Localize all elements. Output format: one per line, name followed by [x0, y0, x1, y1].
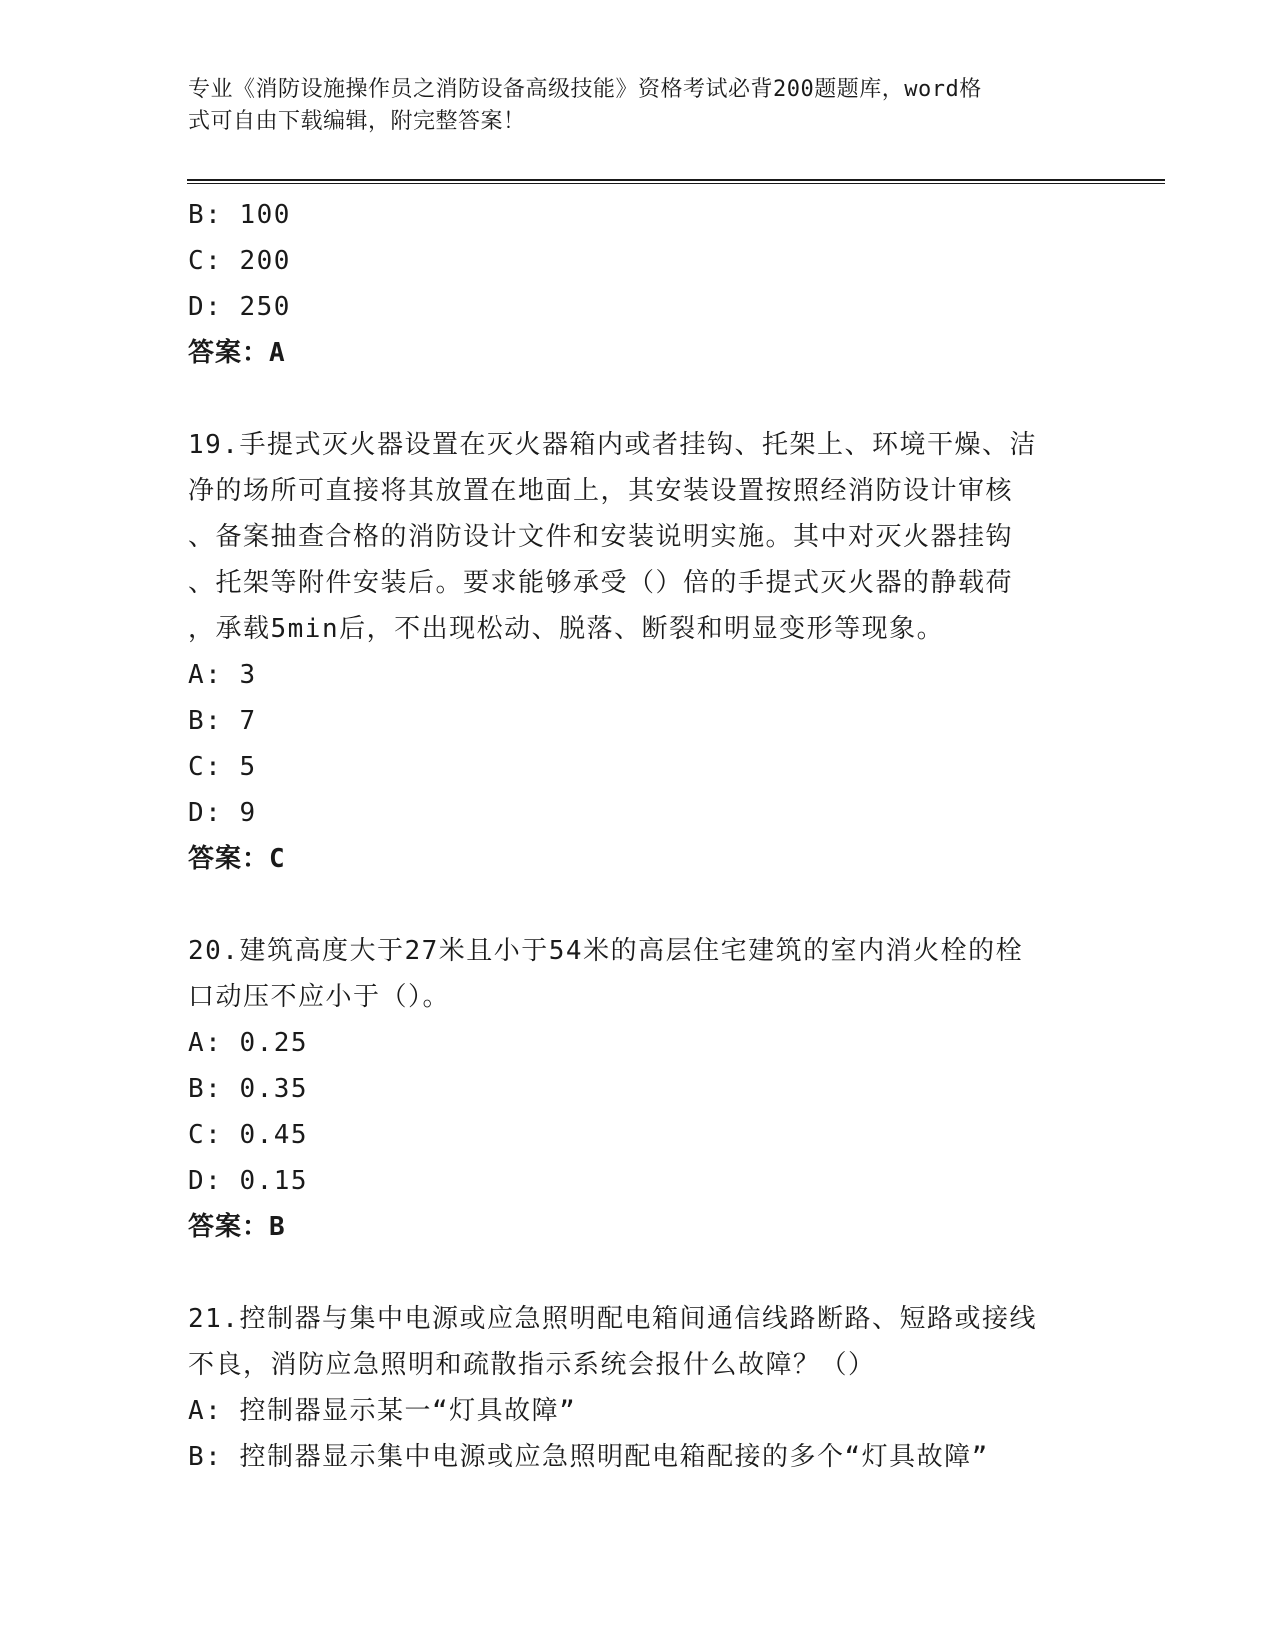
header-divider	[187, 179, 1165, 185]
answer: 答案：C	[188, 844, 286, 874]
option-c: C: 5	[188, 752, 257, 782]
spacer	[188, 376, 1088, 422]
answer: 答案：A	[188, 338, 286, 368]
question-text: 20.建筑高度大于27米且小于54米的高层住宅建筑的室内消火栓的栓	[188, 936, 1024, 966]
option-d: D: 250	[188, 292, 291, 322]
option-a: A: 0.25	[188, 1028, 309, 1058]
option-b: B: 0.35	[188, 1074, 309, 1104]
spacer	[188, 882, 1088, 928]
question-text: 21.控制器与集中电源或应急照明配电箱间通信线路断路、短路或接线	[188, 1304, 1037, 1334]
question-text: 19.手提式灭火器设置在灭火器箱内或者挂钩、托架上、环境干燥、洁	[188, 430, 1037, 460]
option-a: A: 控制器显示某一“灯具故障”	[188, 1396, 577, 1426]
question-18-continued	[188, 192, 1088, 376]
answer: 答案：B	[188, 1212, 286, 1242]
question-text: 、备案抽查合格的消防设计文件和安装说明实施。其中对灭火器挂钩	[188, 522, 1014, 552]
question-text: ，承载5min后，不出现松动、脱落、断裂和明显变形等现象。	[188, 614, 945, 644]
option-b: B: 控制器显示集中电源或应急照明配电箱配接的多个“灯具故障”	[188, 1442, 989, 1472]
question-text: 净的场所可直接将其放置在地面上，其安装设置按照经消防设计审核	[188, 476, 1014, 506]
option-c: C: 0.45	[188, 1120, 309, 1150]
question-19	[188, 422, 1088, 882]
option-b: B: 7	[188, 706, 257, 736]
option-d: D: 9	[188, 798, 257, 828]
document-body	[188, 192, 1088, 1480]
divider-thin	[187, 183, 1165, 184]
question-text: 、托架等附件安装后。要求能够承受（）倍的手提式灭火器的静载荷	[188, 568, 1014, 598]
option-a: A: 3	[188, 660, 257, 690]
divider-thick	[187, 179, 1165, 181]
header-line-2: 式可自由下载编辑，附完整答案！	[188, 109, 526, 134]
spacer	[188, 1250, 1088, 1296]
question-21	[188, 1296, 1088, 1480]
option-c: C: 200	[188, 246, 291, 276]
document-header	[188, 74, 1088, 138]
question-text: 口动压不应小于（）。	[188, 982, 451, 1012]
question-text: 不良，消防应急照明和疏散指示系统会报什么故障？（）	[188, 1350, 876, 1380]
header-line-1: 专业《消防设施操作员之消防设备高级技能》资格考试必背200题题库，word格	[188, 77, 982, 102]
option-b: B: 100	[188, 200, 291, 230]
question-20	[188, 928, 1088, 1250]
option-d: D: 0.15	[188, 1166, 309, 1196]
